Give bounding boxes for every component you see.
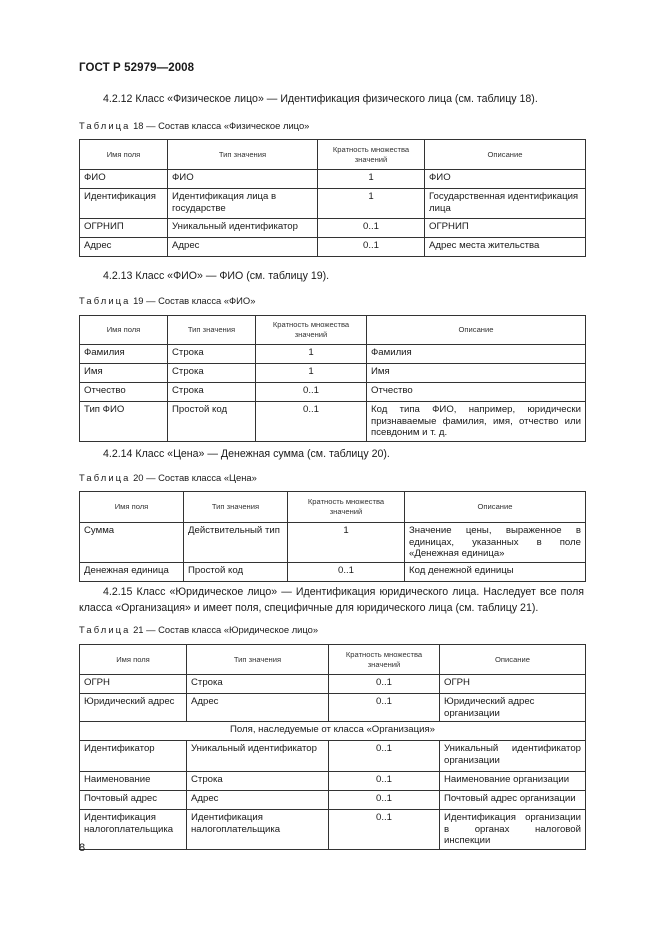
cell-value-type: Действительный тип (184, 523, 288, 563)
cell-multiplicity: 0..1 (329, 810, 440, 850)
cell-multiplicity: 0..1 (256, 402, 367, 442)
cell-value-type: Адрес (168, 238, 318, 257)
table-18 (79, 139, 586, 257)
cell-field-name: Фамилия (80, 345, 168, 364)
header-field-name: Имя поля (80, 492, 184, 523)
cell-description: Имя (367, 364, 586, 383)
page-number: 8 (79, 842, 86, 854)
table-19-caption-label: Таблица (79, 295, 131, 306)
table-header-row (80, 316, 586, 345)
section-4-2-12-text: 4.2.12 Класс «Физическое лицо» — Идентификация физического лица (см. таблицу 18). (103, 93, 538, 105)
table-21 (79, 644, 586, 850)
table-19-caption-title: 19 — Состав класса «ФИО» (130, 295, 256, 306)
cell-multiplicity: 1 (256, 345, 367, 364)
cell-field-name: Почтовый адрес (80, 791, 187, 810)
table-row (80, 219, 586, 238)
header-value-type: Тип значения (187, 645, 329, 675)
cell-field-name: Отчество (80, 383, 168, 402)
table-row (80, 402, 586, 442)
table-row (80, 238, 586, 257)
table-19 (79, 315, 586, 442)
cell-multiplicity: 1 (288, 523, 405, 563)
cell-field-name: Идентификатор (80, 741, 187, 772)
cell-description: Фамилия (367, 345, 586, 364)
cell-value-type: Идентификация налогоплательщика (187, 810, 329, 850)
cell-value-type: Адрес (187, 791, 329, 810)
table-21-caption-label: Таблица (79, 624, 131, 635)
cell-value-type: ФИО (168, 170, 318, 189)
header-field-name: Имя поля (80, 140, 168, 170)
cell-description: Уникальный идентификатор организации (440, 741, 586, 772)
cell-description: Значение цены, выраженное в единицах, указанных в поле «Денежная единица» (405, 523, 586, 563)
table-20-caption-label: Таблица (79, 472, 131, 483)
standard-header: ГОСТ Р 52979—2008 (79, 62, 195, 74)
cell-multiplicity: 0..1 (318, 219, 425, 238)
header-value-type: Тип значения (168, 316, 256, 345)
header-multiplicity: Кратность множества значений (318, 140, 425, 170)
header-value-type: Тип значения (168, 140, 318, 170)
cell-field-name: Наименование (80, 772, 187, 791)
cell-multiplicity: 1 (318, 170, 425, 189)
table-row (80, 694, 586, 722)
table-row (80, 791, 586, 810)
header-field-name: Имя поля (80, 645, 187, 675)
cell-description: ФИО (425, 170, 586, 189)
cell-description: Юридический адрес организации (440, 694, 586, 722)
cell-multiplicity: 1 (318, 189, 425, 219)
table-row (80, 523, 586, 563)
cell-value-type: Идентификация лица в государстве (168, 189, 318, 219)
cell-multiplicity: 0..1 (329, 791, 440, 810)
cell-multiplicity: 0..1 (329, 694, 440, 722)
cell-value-type: Строка (168, 383, 256, 402)
cell-field-name: Тип ФИО (80, 402, 168, 442)
cell-value-type: Простой код (184, 562, 288, 581)
cell-description: Код денежной единицы (405, 562, 586, 581)
table-21-caption (79, 624, 318, 635)
cell-field-name: Имя (80, 364, 168, 383)
table-header-row (80, 645, 586, 675)
header-description: Описание (440, 645, 586, 675)
header-multiplicity: Кратность множества значений (329, 645, 440, 675)
header-multiplicity: Кратность множества значений (288, 492, 405, 523)
table-18-caption (79, 120, 309, 131)
cell-field-name: Идентификация налогоплательщика (80, 810, 187, 850)
cell-value-type: Строка (168, 345, 256, 364)
cell-value-type: Адрес (187, 694, 329, 722)
cell-value-type: Уникальный идентификатор (168, 219, 318, 238)
cell-description: Почтовый адрес организации (440, 791, 586, 810)
table-row (80, 383, 586, 402)
cell-value-type: Строка (187, 675, 329, 694)
table-21-caption-title: 21 — Состав класса «Юридическое лицо» (130, 624, 319, 635)
cell-multiplicity: 1 (256, 364, 367, 383)
table-row (80, 810, 586, 850)
cell-description: Отчество (367, 383, 586, 402)
cell-value-type: Строка (168, 364, 256, 383)
cell-value-type: Простой код (168, 402, 256, 442)
cell-field-name: Денежная единица (80, 562, 184, 581)
table-18-caption-label: Таблица (79, 120, 131, 131)
table-span-row (80, 722, 586, 741)
cell-multiplicity: 0..1 (288, 562, 405, 581)
header-field-name: Имя поля (80, 316, 168, 345)
header-description: Описание (425, 140, 586, 170)
cell-description: Наименование организации (440, 772, 586, 791)
table-20 (79, 491, 586, 582)
section-4-2-13-text: 4.2.13 Класс «ФИО» — ФИО (см. таблицу 19). (103, 270, 330, 282)
cell-description: Адрес места жительства (425, 238, 586, 257)
table-header-row (80, 140, 586, 170)
cell-field-name: ФИО (80, 170, 168, 189)
cell-value-type: Уникальный идентификатор (187, 741, 329, 772)
section-4-2-15-text: 4.2.15 Класс «Юридическое лицо» — Идентификация юридического лица. Наследует все поля класса «Организация» и имеет поля, специфичные для юридического лица (см. таблицу 21). (79, 586, 584, 614)
cell-multiplicity: 0..1 (329, 741, 440, 772)
table-row (80, 741, 586, 772)
header-multiplicity: Кратность множества значений (256, 316, 367, 345)
section-4-2-14-text: 4.2.14 Класс «Цена» — Денежная сумма (см. таблицу 20). (103, 448, 390, 460)
cell-field-name: Юридический адрес (80, 694, 187, 722)
table-row (80, 562, 586, 581)
table-row (80, 772, 586, 791)
table-19-caption (79, 295, 255, 306)
header-description: Описание (405, 492, 586, 523)
table-20-caption (79, 472, 257, 483)
header-value-type: Тип значения (184, 492, 288, 523)
cell-multiplicity: 0..1 (329, 772, 440, 791)
cell-field-name: Идентификация (80, 189, 168, 219)
inherited-fields-label: Поля, наследуемые от класса «Организация» (80, 722, 586, 741)
table-header-row (80, 492, 586, 523)
cell-description: ОГРНИП (425, 219, 586, 238)
cell-field-name: ОГРНИП (80, 219, 168, 238)
cell-description: Код типа ФИО, например, юридически признаваемые фамилия, имя, отчество или псевдоним и т. д. (367, 402, 586, 442)
table-row (80, 364, 586, 383)
cell-multiplicity: 0..1 (318, 238, 425, 257)
cell-multiplicity: 0..1 (256, 383, 367, 402)
cell-field-name: ОГРН (80, 675, 187, 694)
cell-value-type: Строка (187, 772, 329, 791)
cell-field-name: Адрес (80, 238, 168, 257)
table-row (80, 170, 586, 189)
table-20-caption-title: 20 — Состав класса «Цена» (130, 472, 257, 483)
table-row (80, 675, 586, 694)
cell-description: Идентификация организации в органах налоговой инспекции (440, 810, 586, 850)
table-18-caption-title: 18 — Состав класса «Физическое лицо» (130, 120, 310, 131)
header-description: Описание (367, 316, 586, 345)
table-row (80, 189, 586, 219)
cell-description: ОГРН (440, 675, 586, 694)
cell-description: Государственная идентификация лица (425, 189, 586, 219)
cell-field-name: Сумма (80, 523, 184, 563)
table-row (80, 345, 586, 364)
cell-multiplicity: 0..1 (329, 675, 440, 694)
